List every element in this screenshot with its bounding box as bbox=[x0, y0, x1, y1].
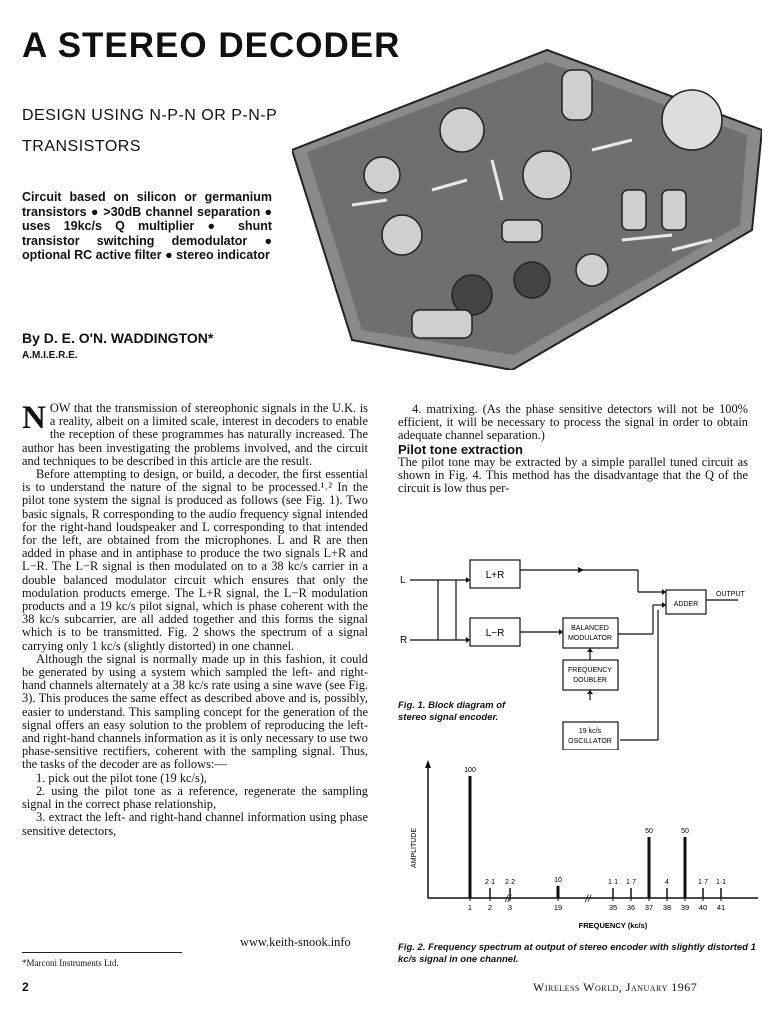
fig2-bar-label: 4 bbox=[665, 879, 669, 886]
paragraph-sampling: Although the signal is normally made up in this fashion, it could be generated by using a system which sampled the left- and right-hand channels alternately at a 38 kc/s rate using a sine wave (see Fig. 3). This produces the same effect as described above and is, possibly, easier to understand. This sampling concept for the generation of the signal offers an easy solution to the problem of reproducing the left- and right-hand channels information as it is only necessary to use two phase-sensitive rectifiers, coherent with the sampling signal. Thus, the tasks of the decoder are as follows:— bbox=[22, 651, 368, 772]
fig2-axis-break: // bbox=[505, 894, 511, 905]
fig1-label-osc1: 19 kc/s bbox=[578, 728, 602, 735]
fig2-bar-label: 50 bbox=[645, 828, 653, 835]
fig2-spectrum-chart bbox=[398, 758, 760, 936]
fig1-label-bal1: BALANCED bbox=[571, 625, 609, 632]
fig2-bar-label: 1·1 bbox=[715, 879, 727, 886]
fig1-label-osc2: OSCILLATOR bbox=[568, 738, 612, 745]
fig2-bar-label: 10 bbox=[554, 876, 562, 884]
paragraph-pilot: The pilot tone may be extracted by a simple parallel tuned circuit as shown in Fig. 4. This method has the disadvantage that the Q of the circuit is low thus per- bbox=[398, 454, 748, 496]
paragraph-intro: OW that the transmission of stereophonic signals in the U.K. is a reality, albeit on a limited scale, interest in decoders to enable the reception of these programmes has naturally increased. The author has been investigating the problems involved, and the circuit and techniques to be described in this article are the result. bbox=[22, 401, 368, 468]
fig2-tick-label: 19 bbox=[553, 903, 563, 912]
article-subtitle: DESIGN USING N-P-N OR P-N-P TRANSISTORS bbox=[22, 107, 277, 155]
section-heading-pilot: Pilot tone extraction bbox=[398, 441, 523, 457]
fig2-bar-label: 100 bbox=[464, 767, 476, 774]
article-summary: Circuit based on silicon or germanium transistors ● >30dB channel separation ● uses 19kc/s Q multiplier ● shunt transistor switching demodulator ● optional RC active filter ● stereo indicator bbox=[22, 190, 272, 263]
circuit-board-photo bbox=[292, 40, 762, 370]
fig1-label-adder: ADDER bbox=[673, 601, 699, 608]
fig2-bar-label: 2·1 bbox=[484, 879, 496, 886]
fig2-tick-label: 35 bbox=[608, 903, 618, 912]
fig2-tick-label: 40 bbox=[698, 903, 708, 912]
article-title: A STEREO DECODER bbox=[22, 26, 401, 65]
fig2-tick-label: 3 bbox=[507, 903, 513, 912]
fig1-label-output: OUTPUT bbox=[716, 591, 745, 598]
fig1-label-fd2: DOUBLER bbox=[573, 677, 607, 684]
fig1-label-fd1: FREQUENCY bbox=[568, 667, 612, 674]
fig1-label-bal2: MODULATOR bbox=[567, 635, 613, 642]
drop-cap: N bbox=[22, 400, 46, 436]
fig2-bar-label: 1·7 bbox=[625, 879, 637, 886]
fig2-tick-label: 38 bbox=[662, 903, 672, 912]
author-affiliation: A.M.I.E.R.E. bbox=[22, 350, 78, 361]
fig2-caption: Fig. 2. Frequency spectrum at output of stereo encoder with slightly distorted 1 kc/s signal in one channel. bbox=[398, 942, 756, 965]
list-item-4: 4. matrixing. (As the phase sensitive detectors will not be 100% efficient, it will be necessary to process the signal in order to obtain adequate channel separation.) bbox=[398, 402, 748, 443]
fig2-tick-label: 2 bbox=[487, 903, 493, 912]
fig2-bar-label: 2·2 bbox=[504, 879, 516, 886]
block-frequency-doubler bbox=[563, 660, 618, 690]
list-item-3: 3. extract the left- and right-hand channel information using phase sensitive detectors, bbox=[22, 810, 368, 838]
fig2-bar-label: 1·1 bbox=[607, 879, 619, 886]
fig2-tick-label: 39 bbox=[680, 903, 690, 912]
footnote: *Marconi Instruments Ltd. bbox=[22, 958, 119, 968]
body-column-left bbox=[22, 402, 368, 838]
fig2-axis-break: // bbox=[585, 894, 591, 905]
paragraph-signal: Before attempting to design, or build, a decoder, the first essential is to understand the nature of the signal to be processed.¹˒² In the pilot tone system the signal is produced as follows (see Fig. 1). Two basic signals, R corresponding to the audio frequency signal intended for the right-hand loudspeaker and L corresponding to that intended for the left, are obtained from the microphones. L and R are then added in phase and in antiphase to produce the two signals L+R and L−R. The L−R signal is then modulated on to a 38 kc/s carrier in a double balanced modulator circuit which ensures that only the modulation products emerge. The L+R signal, the L−R modulation products and a 19 kc/s pilot signal, which is phase coherent with the 38 kc/s subcarrier, are all added together and this forms the signal which is to be transmitted. Fig. 2 shows the spectrum of a signal carrying only 1 kc/s (slightly distorted) in one channel. bbox=[22, 467, 368, 653]
fig2-tick-label: 36 bbox=[626, 903, 636, 912]
fig2-bar-label: 50 bbox=[681, 828, 689, 835]
fig2-tick-label: 37 bbox=[644, 903, 654, 912]
fig2-xlabel: FREQUENCY (kc/s) bbox=[578, 921, 648, 930]
list-item-2: 2. using the pilot tone as a reference, regenerate the sampling signal in the correct phase relationship, bbox=[22, 783, 368, 812]
fig2-bar-label: 1·7 bbox=[697, 879, 709, 886]
fig1-caption: Fig. 1. Block diagram of stereo signal encoder. bbox=[398, 700, 506, 723]
fig1-label-lmr: L−R bbox=[485, 628, 505, 639]
block-oscillator bbox=[563, 722, 618, 750]
body-column-right bbox=[398, 403, 748, 495]
fig2-tick-label: 1 bbox=[467, 903, 473, 912]
fig2-ylabel: AMPLITUDE bbox=[411, 827, 418, 869]
list-item-1: 1. pick out the pilot tone (19 kc/s), bbox=[36, 770, 208, 785]
fig2-tick-label: 41 bbox=[716, 903, 726, 912]
footnote-rule bbox=[22, 952, 182, 953]
author-byline: By D. E. O'N. WADDINGTON* bbox=[22, 330, 214, 346]
page-number: 2 bbox=[22, 980, 29, 994]
journal-name: Wireless World, January 1967 bbox=[533, 980, 698, 994]
fig1-input-l: L bbox=[400, 575, 406, 586]
fig1-input-r: R bbox=[400, 635, 408, 646]
source-url: www.keith-snook.info bbox=[240, 935, 351, 949]
block-balanced-modulator bbox=[563, 618, 618, 648]
fig1-label-lpr: L+R bbox=[485, 570, 505, 581]
